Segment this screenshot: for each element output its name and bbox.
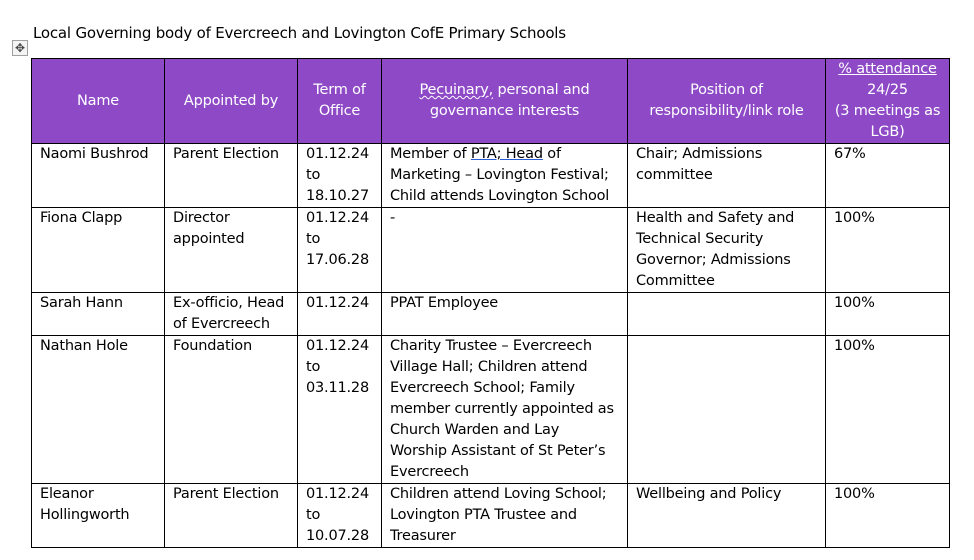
term-end: 03.11.28	[306, 380, 369, 396]
header-attendance	[826, 59, 950, 144]
interests-suffix: of Marketing – Lovington Festival; Child attends Lovington School	[390, 146, 610, 204]
table-row	[32, 208, 950, 293]
document-title: Local Governing body of Evercreech and Lovington CofE Primary Schools	[33, 24, 566, 42]
term-start: 01.12.24	[306, 210, 369, 226]
term-to: to	[306, 167, 321, 183]
cell-position	[628, 293, 826, 336]
cell-term	[298, 293, 382, 336]
header-attendance-line1: % attendance	[838, 61, 937, 77]
table-row	[32, 144, 950, 208]
cell-term	[298, 144, 382, 208]
term-end: 18.10.27	[306, 188, 369, 204]
table-row	[32, 293, 950, 336]
header-term-line2: Office	[318, 103, 361, 119]
cell-interests	[382, 144, 628, 208]
header-term-line1: Term of	[313, 82, 366, 98]
table-header-row	[32, 59, 950, 144]
table-row	[32, 484, 950, 548]
cell-term	[298, 336, 382, 484]
cell-position: Health and Safety and Technical Security Governor; Admissions Committee	[628, 208, 826, 293]
cell-attendance: 100%	[826, 293, 950, 336]
governors-table	[31, 58, 950, 548]
cell-name: Fiona Clapp	[32, 208, 165, 293]
cell-appointed-by: Parent Election	[165, 144, 298, 208]
cell-position: Chair; Admissions committee	[628, 144, 826, 208]
cell-name: Naomi Bushrod	[32, 144, 165, 208]
cell-attendance: 67%	[826, 144, 950, 208]
cell-position: Wellbeing and Policy	[628, 484, 826, 548]
term-start: 01.12.24	[306, 146, 369, 162]
term-to: to	[306, 231, 321, 247]
header-interests-misspelled[interactable]: Pecuinary,	[419, 82, 494, 98]
interests-grammar-flag[interactable]: PTA; Head	[470, 146, 543, 162]
header-position: Position of responsibility/link role	[628, 59, 826, 144]
term-to: to	[306, 507, 321, 523]
term-to: to	[306, 359, 321, 375]
cell-name: Sarah Hann	[32, 293, 165, 336]
cell-interests: PPAT Employee	[382, 293, 628, 336]
table-move-handle-icon[interactable]: ✥	[12, 40, 28, 56]
term-end: 17.06.28	[306, 252, 369, 268]
term-start: 01.12.24	[306, 486, 369, 502]
interests-prefix: Member of	[390, 146, 471, 162]
cell-appointed-by: Parent Election	[165, 484, 298, 548]
cell-name: Nathan Hole	[32, 336, 165, 484]
cell-term	[298, 484, 382, 548]
cell-interests: -	[382, 208, 628, 293]
cell-interests: Children attend Loving School; Lovington PTA Trustee and Treasurer	[382, 484, 628, 548]
header-attendance-line2: 24/25	[867, 82, 908, 98]
header-interests	[382, 59, 628, 144]
term-start: 01.12.24	[306, 295, 369, 311]
term-end: 10.07.28	[306, 528, 369, 544]
cell-appointed-by: Foundation	[165, 336, 298, 484]
cell-attendance: 100%	[826, 484, 950, 548]
term-start: 01.12.24	[306, 338, 369, 354]
header-appointed-by: Appointed by	[165, 59, 298, 144]
cell-appointed-by: Ex-officio, Head of Evercreech	[165, 293, 298, 336]
cell-name: Eleanor Hollingworth	[32, 484, 165, 548]
header-name: Name	[32, 59, 165, 144]
cell-attendance: 100%	[826, 336, 950, 484]
cell-interests: Charity Trustee – Evercreech Village Hall; Children attend Evercreech School; Family member currently appointed as Church Warden and Lay Worship Assistant of St Peter’s Evercreech	[382, 336, 628, 484]
cell-attendance: 100%	[826, 208, 950, 293]
header-attendance-line3: (3 meetings as LGB)	[834, 103, 941, 140]
table-row	[32, 336, 950, 484]
header-interests-rest: personal and governance interests	[429, 82, 590, 119]
cell-position	[628, 336, 826, 484]
cell-term	[298, 208, 382, 293]
header-term-of-office	[298, 59, 382, 144]
cell-appointed-by: Director appointed	[165, 208, 298, 293]
